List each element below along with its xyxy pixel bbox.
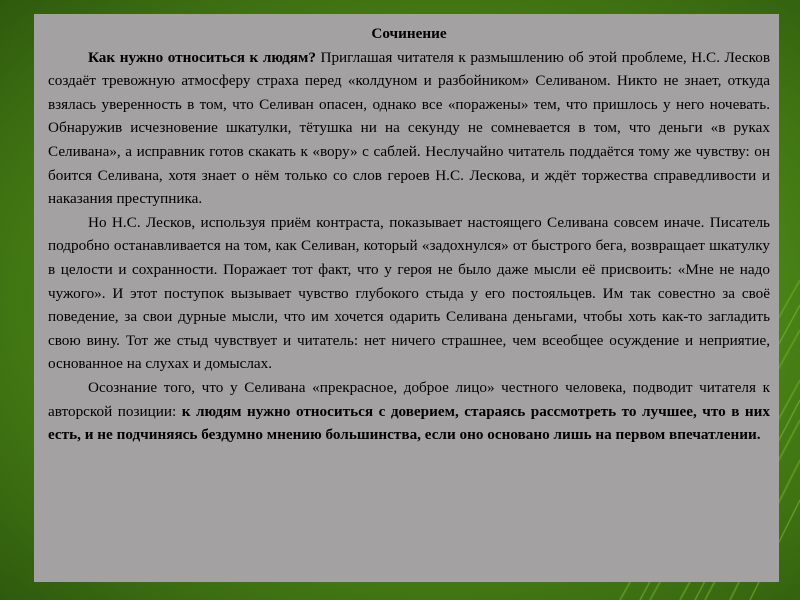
essay-paragraph-1 [48,46,770,211]
essay-title: Сочинение [371,25,447,42]
essay-paragraph-2 [48,211,770,376]
essay-conclusion: к людям нужно относиться с доверием, стараясь рассмотреть то лучшее, что в них есть, и не подчиняясь бездумно мнению большинства, если оно основано лишь на первом впечатлении. [48,402,770,444]
essay-body [48,22,770,447]
paragraph-2-text: Но Н.С. Лесков, используя приём контраста, показывает настоящего Селивана совсем иначе. Писатель подробно останавливается на том, как Селиван, который «задохнулся» от быстрого бега, возвращает шкатулку в целости и сохранности. Поражает тот факт, что у героя не было даже мысли её присвоить: «Мне не надо чужого». И этот поступок вызывает чувство глубокого стыда у его постояльцев. Им так совестно за своё поведение, за свои дурные мысли, что им хочется одарить Селивана деньгами, чтобы хоть как-то загладить свою вину. Тот же стыд чувствует и читатель: нет ничего страшнее, чем всеобщее осуждение и неприятие, основанное на слухах и домыслах. [48,213,770,373]
paragraph-1-text: Приглашая читателя к размышлению об этой проблеме, Н.С. Лесков создаёт тревожную атмосферу страха перед «колдуном и разбойником» Селиваном. Никто не знает, откуда взялась уверенность в том, что Селиван опасен, однако все «поражены» тем, что пришлось у него ночевать. Обнаружив исчезновение шкатулки, тётушка ни на секунду не сомневается в том, что деньги «в руках Селивана», а исправник готов скакать к «вору» с саблей. Неслучайно читатель поддаётся тому же чувству: он боится Селивана, хотя знает о нём только со слов героев Н.С. Лескова, и ждёт торжества справедливости и наказания преступника. [48,48,770,208]
essay-paragraph-3 [48,376,770,447]
paragraph-3-text: Осознание того, что у Селивана «прекрасное, доброе лицо» честного человека, подводит читателя к авторской позиции: [48,378,770,420]
essay-question: Как нужно относиться к людям? [88,48,316,66]
